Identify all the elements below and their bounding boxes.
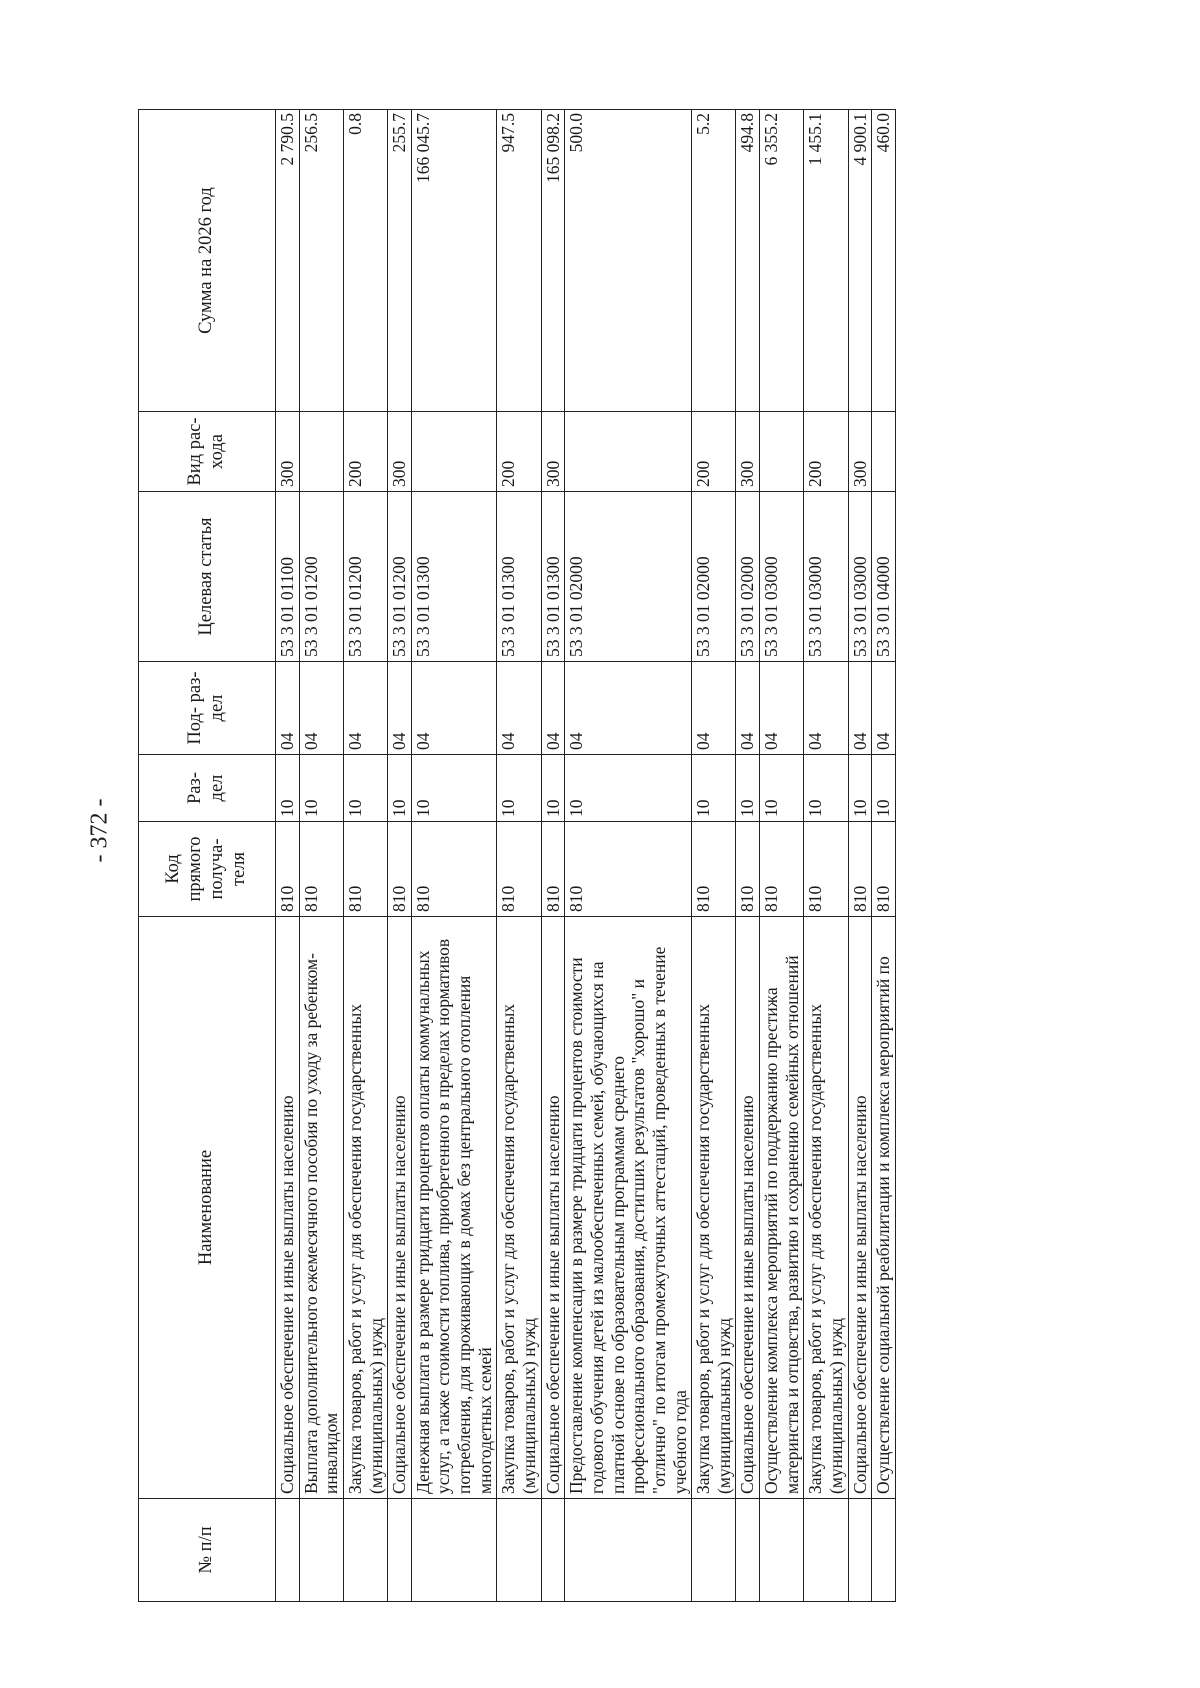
cell-subsection: 04 (848, 662, 872, 755)
cell-sum: 166 045.7 (411, 110, 497, 412)
cell-section: 10 (565, 755, 692, 822)
cell-section: 10 (872, 755, 896, 822)
cell-sum: 256.5 (299, 110, 343, 412)
header-name: Наименование (139, 917, 276, 1499)
cell-section: 10 (541, 755, 565, 822)
cell-subsection: 04 (388, 662, 412, 755)
cell-section: 10 (343, 755, 387, 822)
cell-name: Осуществление социальной реабилитации и комплекса мероприятий по (872, 917, 896, 1499)
cell-subsection: 04 (411, 662, 497, 755)
table-row (299, 110, 343, 1602)
cell-no (692, 1499, 736, 1602)
cell-sum: 460.0 (872, 110, 896, 412)
cell-expense (411, 412, 497, 492)
table-row (343, 110, 387, 1602)
cell-recipient: 810 (692, 822, 736, 917)
cell-sum: 255.7 (388, 110, 412, 412)
cell-name: Социальное обеспечение и иные выплаты населению (848, 917, 872, 1499)
cell-name: Выплата дополнительного ежемесячного пособия по уходу за ребенком-инвалидом (299, 917, 343, 1499)
table-row (692, 110, 736, 1602)
cell-expense: 300 (541, 412, 565, 492)
header-section: Раз- дел (139, 755, 276, 822)
cell-recipient: 810 (497, 822, 541, 917)
cell-no (276, 1499, 300, 1602)
cell-recipient: 810 (872, 822, 896, 917)
cell-subsection: 04 (343, 662, 387, 755)
cell-expense (565, 412, 692, 492)
cell-expense: 300 (848, 412, 872, 492)
cell-subsection: 04 (497, 662, 541, 755)
table-row (565, 110, 692, 1602)
cell-expense (872, 412, 896, 492)
cell-target: 53 3 01 04000 (872, 492, 896, 662)
cell-sum: 494.8 (736, 110, 760, 412)
cell-recipient: 810 (343, 822, 387, 917)
cell-no (497, 1499, 541, 1602)
cell-subsection: 04 (299, 662, 343, 755)
cell-target: 53 3 01 01100 (276, 492, 300, 662)
cell-name: Закупка товаров, работ и услуг для обеспечения государственных (муниципальных) нужд (692, 917, 736, 1499)
cell-sum: 500.0 (565, 110, 692, 412)
cell-no (760, 1499, 804, 1602)
cell-expense (760, 412, 804, 492)
cell-no (343, 1499, 387, 1602)
table-header-row (139, 110, 276, 1602)
cell-recipient: 810 (276, 822, 300, 917)
cell-sum: 6 355.2 (760, 110, 804, 412)
cell-target: 53 3 01 02000 (565, 492, 692, 662)
cell-sum: 5.2 (692, 110, 736, 412)
cell-subsection: 04 (760, 662, 804, 755)
cell-recipient: 810 (411, 822, 497, 917)
cell-no (736, 1499, 760, 1602)
cell-no (388, 1499, 412, 1602)
cell-section: 10 (388, 755, 412, 822)
cell-section: 10 (736, 755, 760, 822)
cell-subsection: 04 (276, 662, 300, 755)
cell-recipient: 810 (736, 822, 760, 917)
table-row (411, 110, 497, 1602)
cell-target: 53 3 01 02000 (692, 492, 736, 662)
cell-recipient: 810 (299, 822, 343, 917)
cell-name: Социальное обеспечение и иные выплаты населению (388, 917, 412, 1499)
cell-subsection: 04 (736, 662, 760, 755)
cell-name: Социальное обеспечение и иные выплаты населению (276, 917, 300, 1499)
cell-sum: 947.5 (497, 110, 541, 412)
page-number: - 372 - (86, 798, 113, 862)
cell-no (804, 1499, 848, 1602)
cell-expense: 200 (343, 412, 387, 492)
cell-section: 10 (692, 755, 736, 822)
cell-no (299, 1499, 343, 1602)
cell-sum: 4 900.1 (848, 110, 872, 412)
cell-name: Закупка товаров, работ и услуг для обеспечения государственных (муниципальных) нужд (343, 917, 387, 1499)
cell-section: 10 (848, 755, 872, 822)
cell-name: Денежная выплата в размере тридцати процентов оплаты коммунальных услуг, а также стоимости топлива, приобретенного в пределах нормативов потребления, для проживающих в домах без центрального отопления многодетных семей (411, 917, 497, 1499)
cell-expense: 200 (497, 412, 541, 492)
cell-expense: 300 (736, 412, 760, 492)
cell-section: 10 (497, 755, 541, 822)
cell-target: 53 3 01 03000 (760, 492, 804, 662)
cell-no (872, 1499, 896, 1602)
cell-sum: 2 790.5 (276, 110, 300, 412)
header-no: № п/п (139, 1499, 276, 1602)
cell-name: Социальное обеспечение и иные выплаты населению (541, 917, 565, 1499)
cell-subsection: 04 (804, 662, 848, 755)
budget-table (138, 109, 896, 1602)
cell-subsection: 04 (565, 662, 692, 755)
cell-sum: 165 098.2 (541, 110, 565, 412)
cell-name: Закупка товаров, работ и услуг для обеспечения государственных (муниципальных) нужд (804, 917, 848, 1499)
cell-target: 53 3 01 01200 (343, 492, 387, 662)
cell-name: Осуществление комплекса мероприятий по поддержанию престижа материнства и отцовства, развитию и сохранению семейных отношений (760, 917, 804, 1499)
cell-no (541, 1499, 565, 1602)
table-row (541, 110, 565, 1602)
table-row (804, 110, 848, 1602)
cell-recipient: 810 (565, 822, 692, 917)
cell-subsection: 04 (541, 662, 565, 755)
document-sheet (138, 110, 1071, 1602)
table-row (872, 110, 896, 1602)
cell-subsection: 04 (872, 662, 896, 755)
header-subsection: Под- раз- дел (139, 662, 276, 755)
cell-expense: 300 (276, 412, 300, 492)
table-row (276, 110, 300, 1602)
cell-target: 53 3 01 01200 (299, 492, 343, 662)
cell-target: 53 3 01 03000 (804, 492, 848, 662)
cell-section: 10 (299, 755, 343, 822)
cell-section: 10 (411, 755, 497, 822)
header-expense: Вид рас- хода (139, 412, 276, 492)
cell-no (565, 1499, 692, 1602)
table-row (760, 110, 804, 1602)
cell-subsection: 04 (692, 662, 736, 755)
table-row (736, 110, 760, 1602)
cell-recipient: 810 (541, 822, 565, 917)
cell-name: Закупка товаров, работ и услуг для обеспечения государственных (муниципальных) нужд (497, 917, 541, 1499)
cell-target: 53 3 01 03000 (848, 492, 872, 662)
table-row (848, 110, 872, 1602)
cell-name: Предоставление компенсации в размере тридцати процентов стоимости годового обучения детей из малообеспеченных семей, обучающихся на платной основе по образовательным программам среднего профессионального образования, достигших результатов "хорошо" и "отлично" по итогам промежуточных аттестаций, проведенных в течение учебного года (565, 917, 692, 1499)
cell-no (848, 1499, 872, 1602)
cell-target: 53 3 01 01200 (388, 492, 412, 662)
table-row (388, 110, 412, 1602)
cell-recipient: 810 (804, 822, 848, 917)
header-target: Целевая статья (139, 492, 276, 662)
header-recipient: Код прямого получа- теля (139, 822, 276, 917)
cell-sum: 1 455.1 (804, 110, 848, 412)
cell-sum: 0.8 (343, 110, 387, 412)
table-row (497, 110, 541, 1602)
cell-recipient: 810 (388, 822, 412, 917)
cell-expense (299, 412, 343, 492)
cell-recipient: 810 (848, 822, 872, 917)
cell-expense: 300 (388, 412, 412, 492)
cell-target: 53 3 01 01300 (411, 492, 497, 662)
cell-target: 53 3 01 02000 (736, 492, 760, 662)
cell-expense: 200 (692, 412, 736, 492)
cell-expense: 200 (804, 412, 848, 492)
cell-target: 53 3 01 01300 (541, 492, 565, 662)
cell-no (411, 1499, 497, 1602)
cell-section: 10 (276, 755, 300, 822)
cell-target: 53 3 01 01300 (497, 492, 541, 662)
cell-section: 10 (804, 755, 848, 822)
header-sum: Сумма на 2026 год (139, 110, 276, 412)
cell-name: Социальное обеспечение и иные выплаты населению (736, 917, 760, 1499)
cell-section: 10 (760, 755, 804, 822)
cell-recipient: 810 (760, 822, 804, 917)
